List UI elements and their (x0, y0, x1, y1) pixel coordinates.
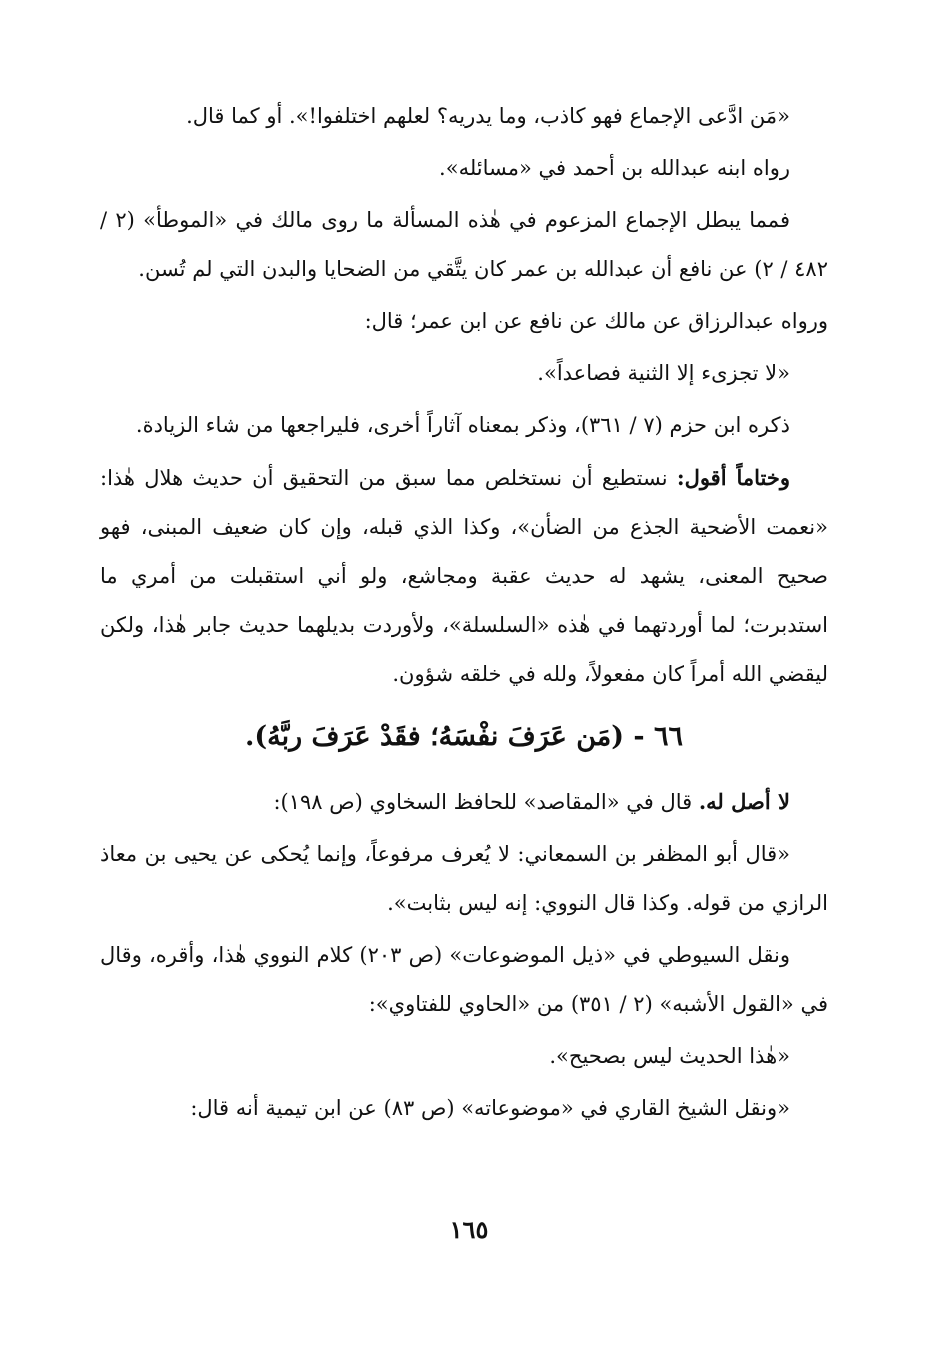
verdict-lead: لا أصل له. (698, 789, 790, 814)
conclusion-body: نستطيع أن نستخلص مما سبق من التحقيق أن حديث هلال هٰذا: «نعمت الأضحية الجذع من الضأن»، وكذا الذي قبله، وإن كان ضعيف المبنى، فهو صحيح المعنى، يشهد له حديث عقبة ومجاشع، ولو أني استقبلت من أمري ما استدبرت؛ لما أوردتهما في هٰذه «السلسلة»، ولأوردت بديلهما حديث جابر هٰذا، ولكن ليقضي الله أمراً كان مفعولاً، ولله في خلقه شؤون. (100, 466, 828, 686)
paragraph-narration-source: رواه ابنه عبدالله بن أحمد في «مسائله». (439, 156, 790, 180)
paragraph-quote-ijma: «مَن ادَّعى الإجماع فهو كاذب، وما يدريه؟ لعلهم اختلفوا!». أو كما قال. (186, 104, 790, 128)
paragraph-verdict (100, 777, 828, 827)
page-number: ١٦٥ (449, 1215, 489, 1244)
paragraph-samaani-quote: «قال أبو المظفر بن السمعاني: لا يُعرف مرفوعاً، وإنما يُحكى عن يحيى بن معاذ الرازي من قوله. وكذا قال النووي: إنه ليس بثابت». (100, 842, 828, 915)
page-body (100, 92, 828, 1136)
paragraph-muwatta-report: فمما يبطل الإجماع المزعوم في هٰذه المسألة ما روى مالك في «الموطأ» (٢ / ٤٨٢ / ٢) عن نافع أن عبدالله بن عمر كان يتَّقي من الضحايا والبدن التي لم تُسن. (100, 208, 828, 281)
paragraph-qari: «ونقل الشيخ القاري في «موضوعاته» (ص ٨٣) عن ابن تيمية أنه قال: (190, 1096, 790, 1120)
hadith-heading: ٦٦ - (مَن عَرَفَ نفْسَهُ؛ فقَدْ عَرَفَ ربَّهُ). (244, 721, 684, 752)
paragraph-conclusion (100, 453, 828, 699)
paragraph-abdulrazzaq-report: ورواه عبدالرزاق عن مالك عن نافع عن ابن عمر؛ قال: (364, 309, 828, 333)
paragraph-suyuti: ونقل السيوطي في «ذيل الموضوعات» (ص ٢٠٣) كلام النووي هٰذا، وأقره، وقال في «القول الأشبه» (٢ / ٣٥١) من «الحاوي للفتاوي»: (100, 943, 828, 1016)
verdict-body: قال في «المقاصد» للحافظ السخاوي (ص ١٩٨): (273, 790, 699, 814)
paragraph-ibn-hazm: ذكره ابن حزم (٧ / ٣٦١)، وذكر بمعناه آثاراً أخرى، فليراجعها من شاء الزيادة. (135, 413, 790, 437)
paragraph-quote-not-sahih: «هٰذا الحديث ليس بصحيح». (549, 1044, 790, 1068)
conclusion-lead: وختاماً أقول: (676, 465, 790, 490)
paragraph-quote-thaniyya: «لا تجزىء إلا الثنية فصاعداً». (537, 361, 790, 385)
